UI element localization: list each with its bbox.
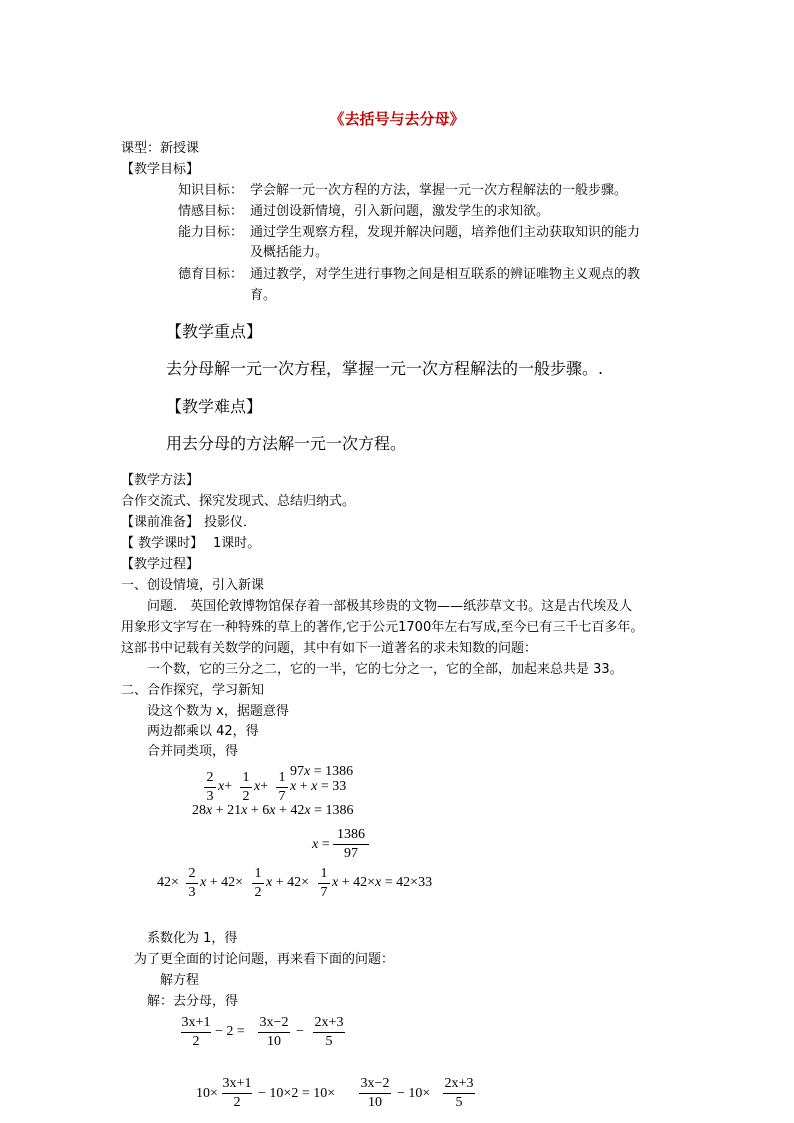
step-combine: 合并同类项，得	[147, 744, 239, 759]
transition-text: 为了更全面的讨论问题，再来看下面的问题：	[134, 952, 395, 967]
solution-step-label: 解：去分母，得	[147, 994, 239, 1009]
lesson-type: 课型：新授课	[121, 141, 200, 156]
goal-emotion: 通过创设新情境，引入新问题，激发学生的求知欲。	[250, 204, 550, 219]
method-heading: 【教学方法】	[121, 473, 200, 488]
goal-knowledge: 学会解一元一次方程的方法，掌握一元一次方程解法的一般步骤。	[250, 183, 628, 198]
key-point-heading: 【教学重点】	[166, 322, 263, 341]
problem-line4: 一个数，它的三分之二，它的一半，它的七分之一，它的全部，加起来总共是 33。	[147, 662, 623, 677]
difficulty-heading: 【教学难点】	[166, 397, 263, 416]
problem-line3: 这部书中记载有关数学的问题，其中有如下一道著名的求未知数的问题：	[121, 641, 538, 656]
goal-ability-line2: 及概括能力。	[250, 245, 329, 260]
equation-97x: 97x = 1386	[290, 764, 354, 779]
goal-emotion-label: 情感目标：	[178, 204, 244, 219]
goal-knowledge-label: 知识目标：	[178, 183, 244, 198]
prep-text: 投影仪．	[204, 515, 257, 530]
goal-moral-label: 德育目标：	[178, 267, 244, 282]
problem-line1: 问题. 英国伦敦博物馆保存着一部极其珍贵的文物——纸莎草文书。这是古代埃及人	[147, 599, 633, 614]
step-coefficient: 系数化为 1，得	[147, 931, 238, 946]
page-title: 《去括号与去分母》	[329, 110, 465, 128]
equation-expanded: 28x + 21x + 6x + 42x = 1386	[192, 803, 354, 818]
hours-text: 1课时。	[213, 536, 261, 551]
goals-heading: 【教学目标】	[121, 162, 200, 177]
step-set-variable: 设这个数为 x，据题意得	[147, 704, 289, 719]
section-2-title: 二、合作探究，学习新知	[121, 683, 265, 698]
hours-heading: 【 教学课时】	[121, 536, 204, 551]
method-text: 合作交流式、探究发现式、总结归纳式。	[121, 494, 356, 509]
goal-ability-line1: 通过学生观察方程，发现并解决问题，培养他们主动获取知识的能力	[250, 225, 641, 240]
prep-heading: 【课前准备】	[121, 515, 200, 530]
goal-moral-line2: 育。	[250, 288, 277, 303]
solve-equation-label: 解方程	[160, 973, 200, 988]
goal-ability-label: 能力目标：	[178, 225, 244, 240]
step-multiply: 两边都乘以 42，得	[147, 724, 259, 739]
section-1-title: 一、创设情境，引入新课	[121, 578, 265, 593]
difficulty-text: 用去分母的方法解一元一次方程。	[166, 434, 407, 453]
goal-moral-line1: 通过教学，对学生进行事物之间是相互联系的辨证唯物主义观点的教	[250, 267, 641, 282]
key-point-text: 去分母解一元一次方程，掌握一元一次方程解法的一般步骤。.	[166, 359, 604, 378]
process-heading: 【教学过程】	[121, 557, 200, 572]
problem-line2: 用象形文字写在一种特殊的草上的著作,它于公元1700年左右写成,至今已有三千七百多年。	[121, 620, 644, 635]
